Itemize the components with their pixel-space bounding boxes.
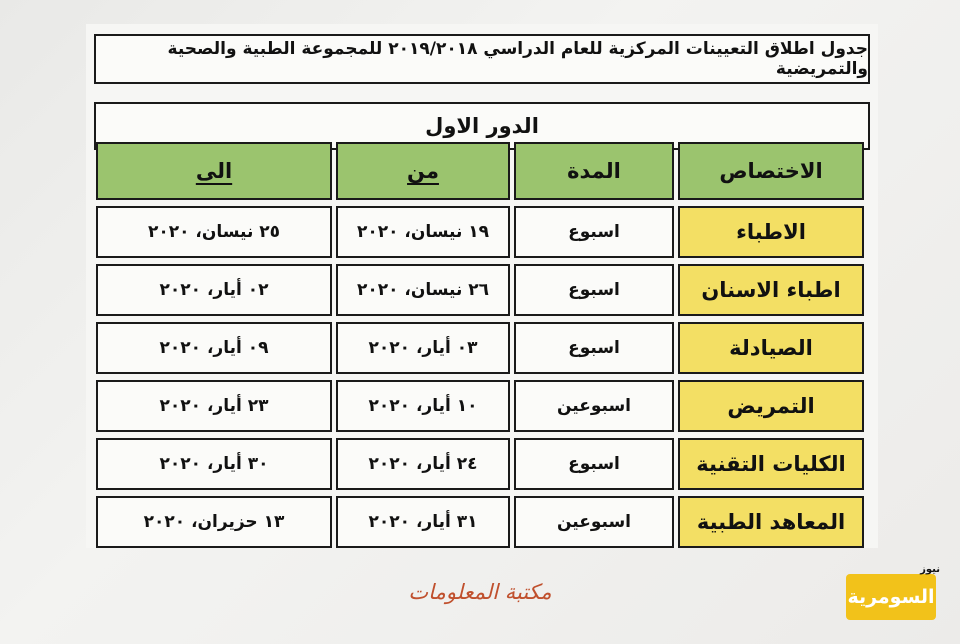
cell-specialty: الكليات التقنية xyxy=(678,438,864,490)
cell-from: ٢٤ أيار، ٢٠٢٠ xyxy=(336,438,510,490)
table-row xyxy=(96,206,864,258)
document-title xyxy=(94,34,870,84)
cell-duration: اسبوع xyxy=(514,264,674,316)
table-row xyxy=(96,322,864,374)
header-duration-label: المدة xyxy=(567,159,621,183)
cell-to: ٠٢ أيار، ٢٠٢٠ xyxy=(96,264,332,316)
table-row xyxy=(96,380,864,432)
cell-duration: اسبوع xyxy=(514,206,674,258)
cell-specialty: الاطباء xyxy=(678,206,864,258)
table-header-row xyxy=(96,142,864,200)
header-from xyxy=(336,142,510,200)
cell-duration: اسبوعين xyxy=(514,380,674,432)
cell-to: ٢٥ نيسان، ٢٠٢٠ xyxy=(96,206,332,258)
table-row xyxy=(96,438,864,490)
footer-watermark: مكتبة المعلومات xyxy=(408,580,552,604)
header-duration xyxy=(514,142,674,200)
cell-from: ٢٦ نيسان، ٢٠٢٠ xyxy=(336,264,510,316)
cell-specialty: المعاهد الطبية xyxy=(678,496,864,548)
table-row xyxy=(96,264,864,316)
cell-specialty: اطباء الاسنان xyxy=(678,264,864,316)
brand-logo-mark: السومرية xyxy=(846,574,936,620)
cell-from: ٠٣ أيار، ٢٠٢٠ xyxy=(336,322,510,374)
cell-duration: اسبوعين xyxy=(514,496,674,548)
round-title-text: الدور الاول xyxy=(425,114,539,138)
cell-duration: اسبوع xyxy=(514,322,674,374)
cell-specialty: الصيادلة xyxy=(678,322,864,374)
cell-to: ٠٩ أيار، ٢٠٢٠ xyxy=(96,322,332,374)
header-to-label: الى xyxy=(195,159,233,183)
brand-logo xyxy=(846,564,942,628)
schedule-sheet xyxy=(86,24,878,548)
document-title-text: جدول اطلاق التعيينات المركزية للعام الدراسي ٢٠١٩/٢٠١٨ للمجموعة الطبية والصحية والتمريضية xyxy=(167,39,868,79)
cell-from: ١٠ أيار، ٢٠٢٠ xyxy=(336,380,510,432)
header-specialty xyxy=(678,142,864,200)
cell-to: ١٣ حزيران، ٢٠٢٠ xyxy=(96,496,332,548)
cell-to: ٣٠ أيار، ٢٠٢٠ xyxy=(96,438,332,490)
cell-specialty: التمريض xyxy=(678,380,864,432)
header-specialty-label: الاختصاص xyxy=(719,159,823,183)
brand-logo-tag: نيوز xyxy=(920,564,940,575)
cell-from: ١٩ نيسان، ٢٠٢٠ xyxy=(336,206,510,258)
header-from-label: من xyxy=(407,159,439,183)
header-to xyxy=(96,142,332,200)
table-row xyxy=(96,496,864,548)
cell-from: ٣١ أيار، ٢٠٢٠ xyxy=(336,496,510,548)
cell-duration: اسبوع xyxy=(514,438,674,490)
schedule-table xyxy=(92,136,868,554)
cell-to: ٢٣ أيار، ٢٠٢٠ xyxy=(96,380,332,432)
